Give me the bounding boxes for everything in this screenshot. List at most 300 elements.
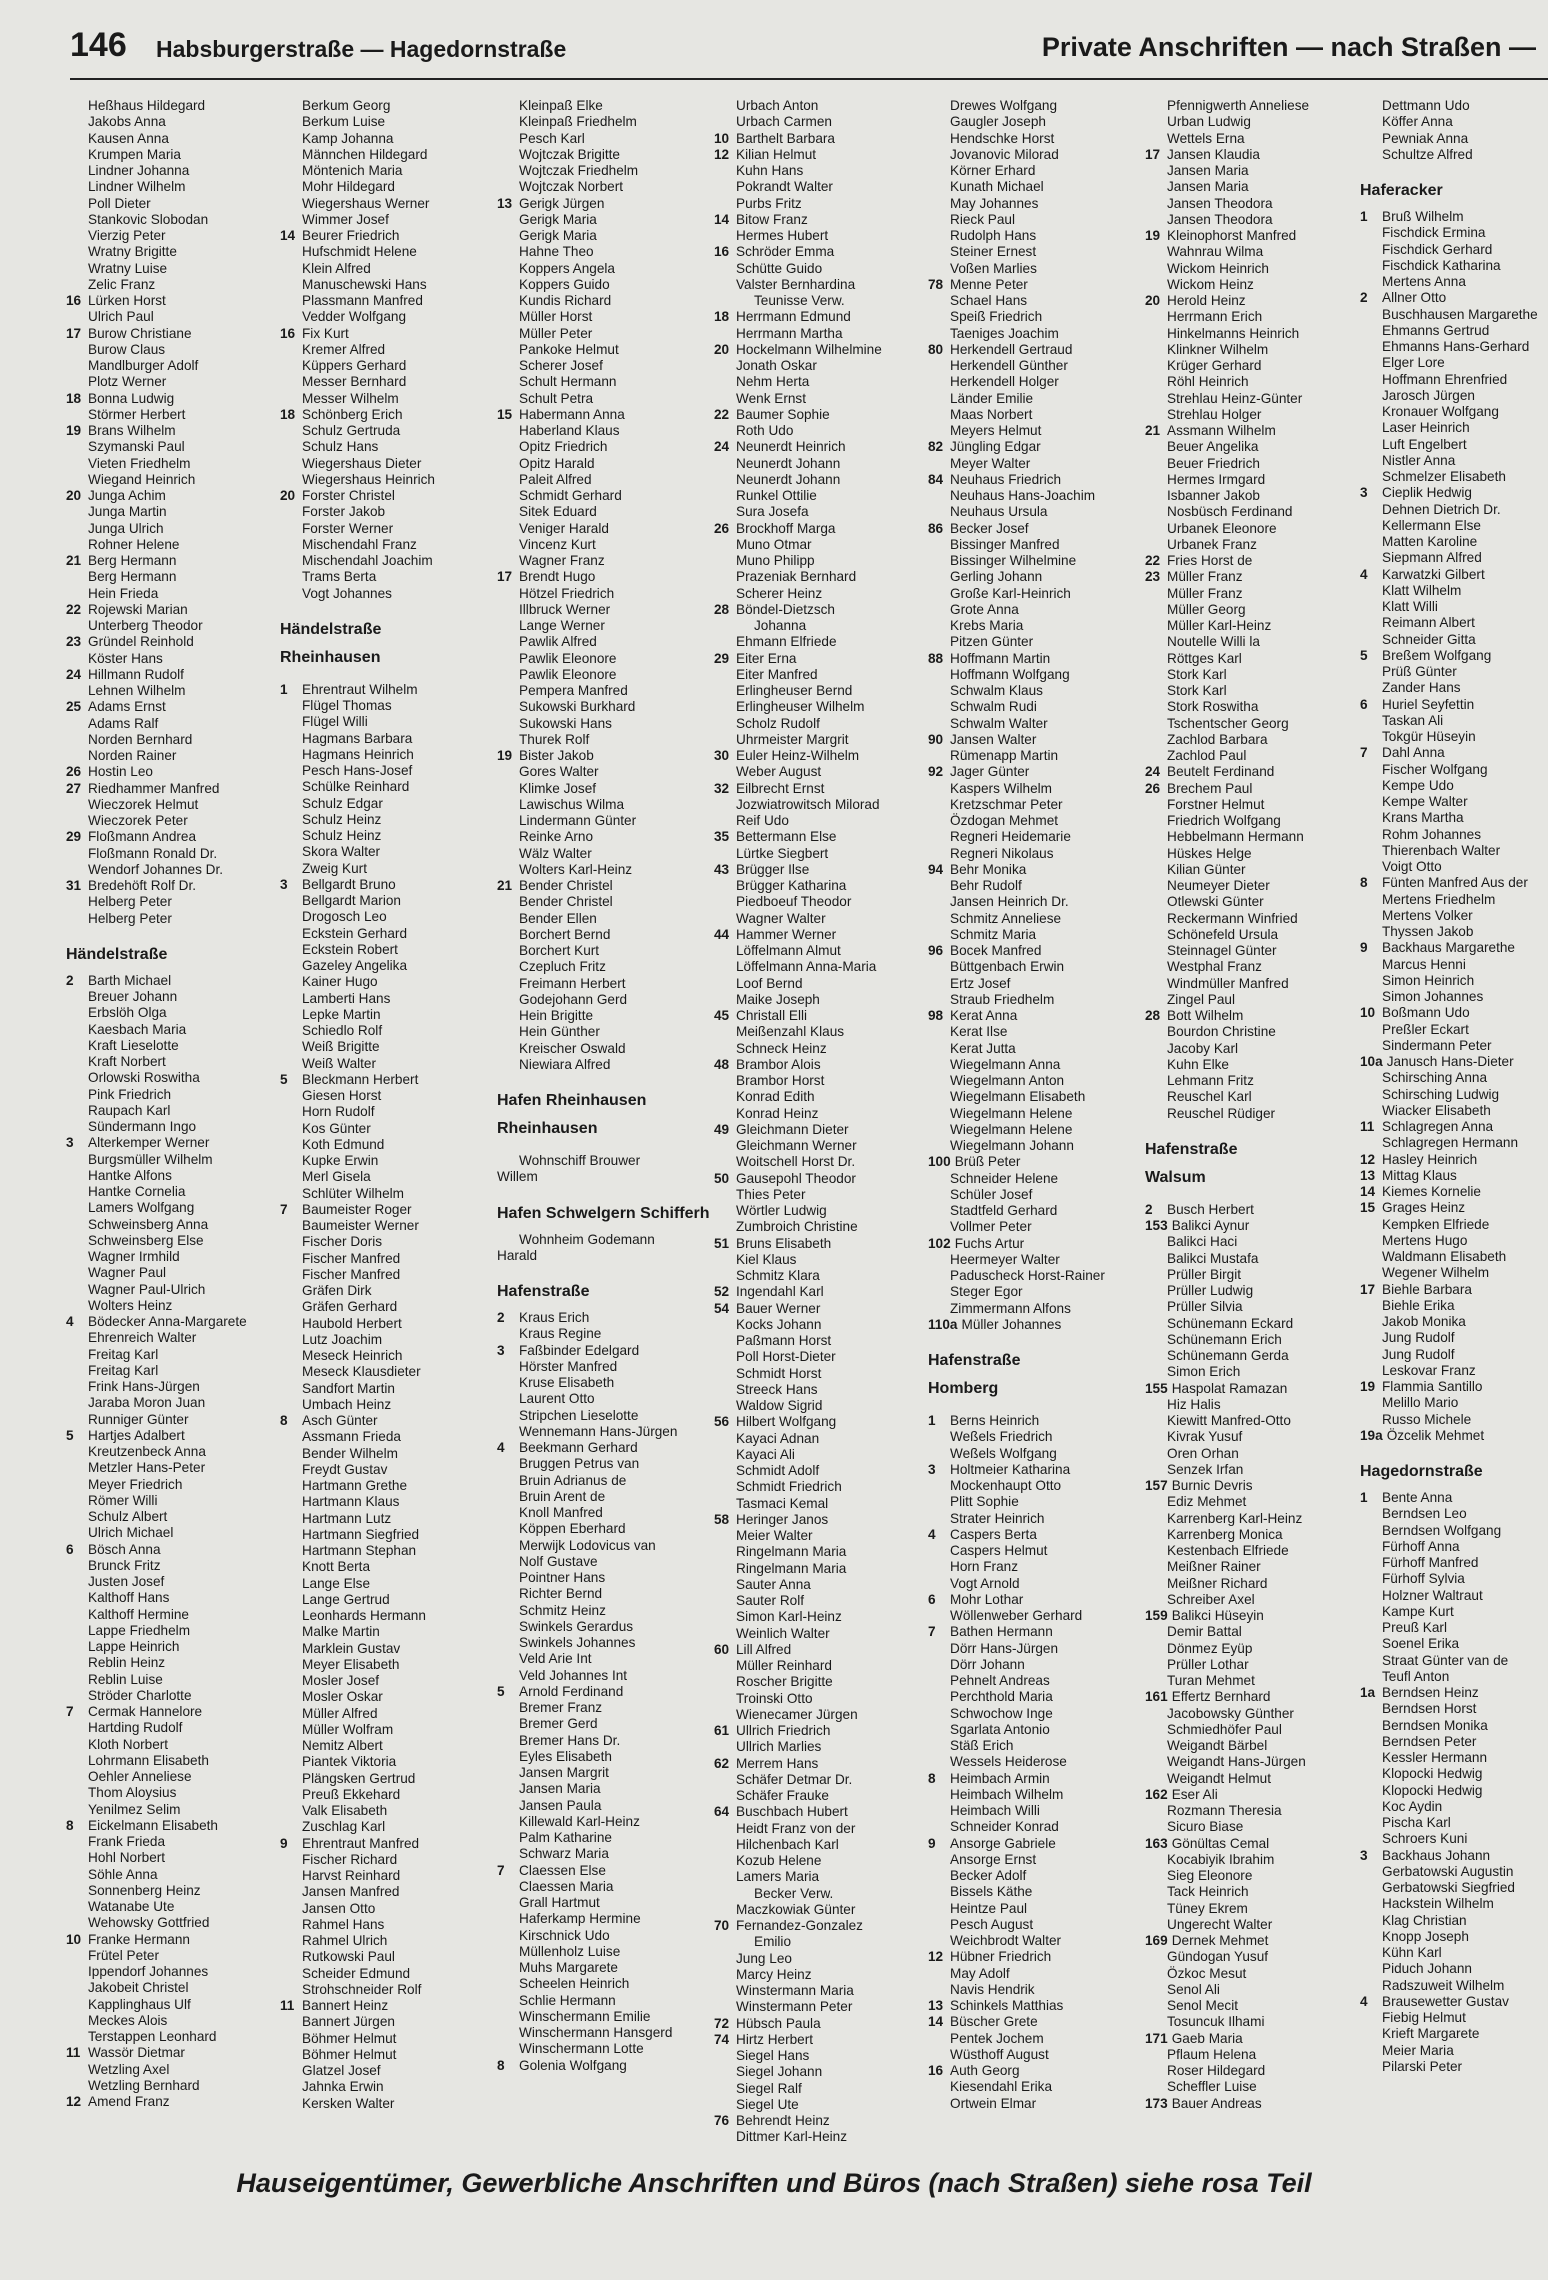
resident-name: Bruß Wilhelm — [1382, 209, 1464, 224]
directory-entry — [1145, 1803, 1357, 1819]
house-number: 23 — [66, 634, 82, 650]
directory-entry — [1145, 1106, 1357, 1122]
directory-entry — [714, 228, 926, 244]
house-number: 155 — [1145, 1380, 1168, 1396]
house-number: 169 — [1145, 1933, 1168, 1948]
resident-name: Bruggen Petrus van — [519, 1456, 640, 1472]
resident-name: Herkendell Gertraud — [950, 341, 1073, 357]
directory-entry — [1145, 1041, 1357, 1057]
directory-entry — [66, 1233, 268, 1249]
directory-entry — [280, 1949, 492, 1965]
resident-name: Wieczorek Helmut — [88, 796, 199, 812]
directory-entry — [928, 147, 1140, 163]
directory-entry — [1145, 309, 1357, 325]
resident-name: Behr Rudolf — [950, 878, 1022, 893]
resident-name: Jansen Walter — [950, 731, 1037, 747]
resident-name: Brausewetter Gustav — [1382, 1993, 1509, 2009]
directory-entry — [497, 1391, 709, 1407]
directory-entry — [714, 569, 926, 585]
directory-entry — [66, 1850, 268, 1866]
resident-name: Urbanek Franz — [1167, 536, 1257, 552]
directory-entry — [1145, 358, 1357, 374]
resident-name: Schmitz Anneliese — [950, 910, 1062, 926]
directory-entry — [280, 2031, 492, 2047]
resident-name: Pitzen Günter — [950, 634, 1034, 650]
directory-entry — [497, 1326, 709, 1342]
resident-name: Scholz Rudolf — [736, 715, 820, 731]
directory-entry — [1360, 1249, 1548, 1265]
directory-entry — [714, 959, 926, 975]
resident-name: Hein Frieda — [88, 585, 159, 601]
directory-entry — [280, 1706, 492, 1722]
resident-name: Pflaum Helena — [1167, 2046, 1257, 2062]
directory-entry — [1145, 862, 1357, 878]
resident-name: Sieg Eleonore — [1167, 1868, 1253, 1883]
resident-name: Hagmans Barbara — [302, 730, 413, 746]
house-number: 28 — [714, 601, 730, 617]
directory-entry — [66, 1769, 268, 1785]
resident-name: Karrenberg Karl-Heinz — [1167, 1510, 1303, 1526]
resident-name: Friedrich Wolfgang — [1167, 813, 1281, 828]
resident-name: Christall Elli — [736, 1008, 808, 1023]
directory-entry — [280, 1836, 492, 1852]
directory-entry — [1360, 810, 1548, 826]
house-number: 10 — [714, 130, 730, 146]
directory-entry — [497, 813, 709, 829]
resident-name: Navis Hendrik — [950, 1981, 1035, 1997]
directory-entry — [280, 1267, 492, 1283]
house-number: 1 — [1360, 1490, 1368, 1505]
directory-entry — [497, 1424, 709, 1440]
resident-name: Helberg Peter — [88, 894, 172, 910]
directory-entry — [66, 1200, 268, 1216]
resident-name: Fürhoff Sylvia — [1382, 1571, 1465, 1587]
directory-entry — [928, 1868, 1140, 1884]
resident-name: Winschermann Hansgerd — [519, 2025, 673, 2040]
resident-name: Pesch Karl — [519, 130, 585, 146]
resident-name: Biehle Barbara — [1382, 1281, 1472, 1297]
street-heading: Hafenstraße — [1145, 1140, 1238, 1158]
directory-entry — [1360, 1282, 1548, 1298]
resident-name: Tokgür Hüseyin — [1382, 729, 1476, 744]
directory-entry — [928, 553, 1140, 569]
directory-entry — [1360, 632, 1548, 648]
resident-name: Westphal Franz — [1167, 959, 1262, 975]
directory-entry — [1145, 748, 1357, 764]
directory-entry — [928, 1641, 1140, 1657]
directory-entry — [497, 1603, 709, 1619]
directory-entry — [928, 1024, 1140, 1040]
resident-name: Wüsthoff August — [950, 2046, 1049, 2062]
resident-name: Veld Johannes Int — [519, 1667, 628, 1683]
resident-name: Glatzel Josef — [302, 2063, 381, 2078]
resident-name: Czepluch Fritz — [519, 959, 606, 975]
directory-entry — [280, 1251, 492, 1267]
resident-name: Mittag Klaus — [1382, 1167, 1457, 1183]
resident-name: Speiß Friedrich — [950, 309, 1043, 325]
directory-entry — [714, 1577, 926, 1593]
resident-name: Paleit Alfred — [519, 471, 592, 487]
resident-name: Schüler Josef — [950, 1186, 1033, 1202]
directory-entry — [280, 1771, 492, 1787]
resident-name: Freydt Gustav — [302, 1461, 388, 1477]
directory-entry — [1360, 1636, 1548, 1652]
resident-name: Grall Hartmut — [519, 1895, 600, 1910]
directory-entry — [497, 391, 709, 407]
resident-name: Claessen Maria — [519, 1878, 614, 1894]
resident-name: Ullrich Friedrich — [736, 1723, 831, 1738]
directory-entry — [1360, 1314, 1548, 1330]
house-number: 8 — [280, 1413, 288, 1428]
directory-entry — [928, 1122, 1140, 1138]
directory-entry — [1145, 1332, 1357, 1348]
directory-entry — [497, 1619, 709, 1635]
resident-name: Kellermann Else — [1382, 517, 1481, 533]
resident-name: Otlewski Günter — [1167, 894, 1264, 910]
resident-name: Brockhoff Marga — [736, 520, 836, 536]
directory-entry — [928, 1527, 1140, 1543]
resident-name: Wojtczak Friedhelm — [519, 163, 639, 178]
directory-entry — [928, 358, 1140, 374]
resident-name: Weiß Walter — [302, 1055, 377, 1071]
house-number: 64 — [714, 1804, 730, 1820]
resident-name: Rozmann Theresia — [1167, 1803, 1282, 1818]
resident-name: Dehnen Dietrich Dr. — [1382, 501, 1501, 517]
resident-name: Herkendell Günther — [950, 358, 1068, 373]
resident-name: Kapplinghaus Ulf — [88, 1996, 191, 2012]
resident-name: Menne Peter — [950, 276, 1028, 292]
directory-entry — [1145, 1089, 1357, 1105]
directory-entry — [497, 439, 709, 455]
resident-name: Wehowsky Gottfried — [88, 1915, 210, 1931]
directory-entry — [928, 488, 1140, 504]
directory-entry — [714, 1561, 926, 1577]
resident-name: Ehmanns Hans-Gerhard — [1382, 339, 1530, 354]
resident-name: Lehmann Fritz — [1167, 1073, 1254, 1088]
resident-name: Kühn Karl — [1382, 1945, 1442, 1960]
directory-entry — [497, 1375, 709, 1391]
directory-entry — [1145, 1008, 1357, 1024]
house-number: 24 — [1145, 764, 1161, 780]
directory-entry — [1360, 713, 1548, 729]
resident-name: Römer Willi — [88, 1492, 158, 1508]
directory-entry — [280, 586, 492, 602]
directory-entry — [1360, 1200, 1548, 1216]
house-number: 27 — [66, 780, 82, 796]
resident-name: Fischer Wolfgang — [1382, 761, 1488, 777]
resident-name: Hahne Theo — [519, 244, 594, 260]
directory-entry — [280, 698, 492, 714]
directory-entry — [280, 407, 492, 423]
resident-name: Haubold Herbert — [302, 1315, 402, 1331]
directory-entry — [928, 342, 1140, 358]
resident-name: Özcelik Mehmet — [1386, 1427, 1485, 1443]
directory-entry — [714, 976, 926, 992]
resident-name: Wieczorek Peter — [88, 813, 188, 828]
house-number: 19 — [1145, 228, 1161, 243]
house-number: 61 — [714, 1723, 730, 1738]
resident-name: Gerling Johann — [950, 569, 1043, 585]
resident-name: Kainer Hugo — [302, 974, 378, 990]
resident-name: Forster Werner — [302, 520, 394, 536]
directory-entry — [280, 1527, 492, 1543]
resident-name: Brügger Ilse — [736, 861, 810, 877]
resident-name: Mohr Hildegard — [302, 179, 395, 195]
directory-entry — [66, 1005, 268, 1021]
resident-name: Dittmer Karl-Heinz — [736, 2129, 848, 2145]
directory-entry — [280, 1576, 492, 1592]
house-number: 17 — [1360, 1281, 1376, 1297]
directory-entry — [1145, 699, 1357, 715]
house-number: 62 — [714, 1755, 730, 1771]
house-number: 21 — [1145, 423, 1161, 438]
house-number: 12 — [928, 1949, 944, 1965]
resident-name: Brans Wilhelm — [88, 423, 176, 438]
resident-name: Schirsching Ludwig — [1382, 1086, 1500, 1102]
street-heading: Hafenstraße — [497, 1283, 590, 1300]
resident-name: Russo Michele — [1382, 1411, 1472, 1427]
directory-entry — [1360, 1119, 1548, 1135]
directory-entry — [714, 456, 926, 472]
directory-entry — [497, 1359, 709, 1375]
directory-entry — [497, 1668, 709, 1684]
resident-name: Kempe Udo — [1382, 777, 1454, 793]
resident-name: Kleinpaß Friedhelm — [519, 114, 637, 130]
house-number: 22 — [1145, 553, 1161, 568]
resident-name: Gleichmann Werner — [736, 1138, 857, 1153]
directory-column-3 — [497, 98, 709, 2074]
directory-entry — [1145, 943, 1357, 959]
resident-name: Thyssen Jakob — [1382, 924, 1474, 939]
resident-name: Beutelt Ferdinand — [1167, 764, 1275, 780]
resident-name: Hartmann Stephan — [302, 1543, 417, 1558]
directory-entry — [1360, 1412, 1548, 1428]
resident-name: Thierenbach Walter — [1382, 842, 1501, 858]
resident-name: Müller Karl-Heinz — [1167, 618, 1272, 633]
directory-entry — [497, 1041, 709, 1057]
house-number: 5 — [497, 1683, 505, 1699]
directory-entry — [714, 1398, 926, 1414]
directory-entry — [928, 1106, 1140, 1122]
resident-name: Muno Otmar — [736, 536, 812, 552]
resident-name: Mosler Josef — [302, 1673, 380, 1688]
directory-entry — [280, 1901, 492, 1917]
resident-name: Junga Achim — [88, 488, 166, 503]
directory-entry — [280, 1689, 492, 1705]
resident-name: Pesch Hans-Josef — [302, 763, 413, 778]
resident-name: Horn Rudolf — [302, 1104, 375, 1120]
house-number: 7 — [280, 1201, 288, 1217]
resident-name: Freitag Karl — [88, 1362, 159, 1378]
directory-entry — [1360, 1701, 1548, 1717]
directory-entry — [66, 1948, 268, 1964]
resident-name: Müller Franz — [1167, 569, 1243, 585]
directory-entry — [714, 1674, 926, 1690]
directory-entry — [1360, 290, 1548, 306]
resident-name: Wiegelmann Helene — [950, 1105, 1073, 1121]
directory-entry — [497, 1928, 709, 1944]
resident-name: Lürtke Siegbert — [736, 845, 829, 861]
resident-name: Ehrentraut Wilhelm — [302, 681, 418, 697]
directory-entry — [714, 1106, 926, 1122]
directory-entry — [714, 244, 926, 260]
resident-name: Veniger Harald — [519, 520, 609, 536]
directory-entry — [66, 1184, 268, 1200]
resident-name: Hilchenbach Karl — [736, 1836, 839, 1852]
resident-name: Wagner Paul-Ulrich — [88, 1281, 206, 1297]
resident-name: Heimbach Wilhelm — [950, 1786, 1064, 1802]
resident-name: Wagner Irmhild — [88, 1249, 180, 1264]
directory-entry — [928, 1008, 1140, 1024]
resident-name: Jansen Theodora — [1167, 195, 1273, 211]
house-number: 84 — [928, 471, 944, 487]
resident-name: Ertz Josef — [950, 975, 1011, 991]
directory-entry — [497, 1749, 709, 1765]
directory-entry — [928, 602, 1140, 618]
resident-name: Behrendt Heinz — [736, 2113, 830, 2128]
resident-name: Horn Franz — [950, 1559, 1018, 1575]
directory-entry — [714, 309, 926, 325]
house-number: 10 — [66, 1931, 82, 1947]
directory-entry — [1145, 1689, 1357, 1705]
resident-name: Schäfer Detmar Dr. — [736, 1771, 853, 1787]
resident-name: Hoffmann Martin — [950, 650, 1051, 666]
resident-name: Krebs Maria — [950, 618, 1024, 633]
resident-name: Matten Karoline — [1382, 534, 1478, 549]
street-heading: Händelstraße — [66, 945, 168, 963]
directory-entry — [928, 1933, 1140, 1949]
directory-entry — [497, 976, 709, 992]
resident-name: Messer Bernhard — [302, 374, 407, 390]
directory-entry — [1145, 732, 1357, 748]
directory-entry — [928, 911, 1140, 927]
directory-entry — [66, 1103, 268, 1119]
resident-name: Forstner Helmut — [1167, 796, 1265, 812]
directory-entry — [928, 98, 1140, 114]
resident-name: Tüney Ekrem — [1167, 1900, 1248, 1916]
resident-name: Woitschell Horst Dr. — [736, 1154, 856, 1170]
directory-entry — [1360, 355, 1548, 371]
resident-name: Radszuweit Wilhelm — [1382, 1977, 1505, 1993]
house-number: 24 — [66, 666, 82, 682]
resident-name: Brendt Hugo — [519, 569, 596, 585]
house-number: 14 — [280, 228, 296, 243]
resident-name: Kamp Johanna — [302, 130, 394, 146]
directory-entry — [66, 1818, 268, 1834]
resident-name: Heintze Paul — [950, 1900, 1028, 1916]
house-number: 20 — [714, 341, 730, 357]
directory-entry — [1360, 794, 1548, 810]
resident-name: Knoll Manfred — [519, 1505, 603, 1520]
resident-name: Wettels Erna — [1167, 130, 1245, 146]
directory-entry — [714, 602, 926, 618]
house-number: 19 — [497, 748, 513, 763]
resident-name: Beuer Friedrich — [1167, 455, 1260, 471]
resident-name: Hartmann Siegfried — [302, 1526, 420, 1542]
directory-entry — [66, 1152, 268, 1168]
resident-name: Hötzel Friedrich — [519, 585, 615, 601]
directory-entry — [714, 1317, 926, 1333]
directory-entry — [66, 456, 268, 472]
resident-name: Tschentscher Georg — [1167, 715, 1289, 731]
directory-entry — [928, 1478, 1140, 1494]
resident-name: Poll Horst-Dieter — [736, 1349, 836, 1365]
resident-name: Stork Roswitha — [1167, 699, 1259, 715]
resident-name: Klatt Willi — [1382, 599, 1438, 614]
resident-name: Swinkels Johannes — [519, 1635, 636, 1650]
resident-name: Sonnenberg Heinz — [88, 1882, 201, 1898]
resident-name: Böhmer Helmut — [302, 2030, 397, 2046]
directory-entry — [714, 683, 926, 699]
directory-entry — [280, 1462, 492, 1478]
resident-name: Pink Friedrich — [88, 1086, 172, 1102]
directory-entry — [714, 1349, 926, 1365]
directory-entry — [66, 1623, 268, 1639]
directory-entry — [1360, 1217, 1548, 1233]
resident-name: Mockenhaupt Otto — [950, 1478, 1062, 1493]
resident-name: Wojtczak Brigitte — [519, 146, 620, 162]
resident-name: Bremer Gerd — [519, 1716, 598, 1732]
resident-name: Erlingheuser Wilhelm — [736, 699, 865, 715]
directory-entry — [1145, 1413, 1357, 1429]
resident-name: Pehnelt Andreas — [950, 1673, 1050, 1688]
directory-entry — [928, 1154, 1140, 1170]
resident-name: Fürhoff Anna — [1382, 1538, 1460, 1554]
resident-name: Senol Mecit — [1167, 1998, 1239, 2013]
directory-entry — [66, 1509, 268, 1525]
resident-name: Bister Jakob — [519, 748, 594, 763]
directory-entry — [928, 1057, 1140, 1073]
directory-entry — [497, 1008, 709, 1024]
resident-name: Richter Bernd — [519, 1586, 603, 1602]
directory-entry — [1145, 277, 1357, 293]
resident-name: Strehlau Holger — [1167, 406, 1262, 422]
page-header — [70, 22, 1548, 80]
directory-entry — [280, 1917, 492, 1933]
directory-entry — [1360, 567, 1548, 583]
resident-name: Pentek Jochem — [950, 2030, 1044, 2046]
resident-name: Heßhaus Hildegard — [88, 98, 206, 113]
directory-entry — [66, 699, 268, 715]
directory-entry — [928, 1836, 1140, 1852]
directory-entry — [1145, 829, 1357, 845]
directory-entry — [1360, 680, 1548, 696]
resident-name: Schütte Guido — [736, 260, 823, 276]
directory-entry — [66, 1704, 268, 1720]
resident-name: Kocks Johann — [736, 1316, 822, 1332]
resident-name: Arnold Ferdinand — [519, 1683, 624, 1699]
resident-name: Wiegershaus Werner — [302, 195, 430, 211]
directory-entry — [280, 779, 492, 795]
directory-entry — [714, 716, 926, 732]
house-number: 82 — [928, 439, 944, 455]
directory-entry — [1145, 894, 1357, 910]
house-number: 171 — [1145, 2030, 1168, 2046]
directory-entry — [714, 1301, 926, 1317]
directory-entry — [66, 781, 268, 797]
resident-name: Schiedlo Rolf — [302, 1023, 383, 1038]
resident-name: Haspolat Ramazan — [1171, 1380, 1288, 1396]
directory-entry — [714, 1463, 926, 1479]
resident-name: Pischa Karl — [1382, 1815, 1451, 1830]
resident-name: Winstermann Maria — [736, 1983, 854, 1998]
directory-entry — [1360, 1379, 1548, 1395]
directory-entry — [280, 228, 492, 244]
resident-name: Zachlod Paul — [1167, 748, 1247, 763]
house-number: 31 — [66, 878, 82, 893]
directory-entry — [1145, 1787, 1357, 1803]
directory-entry — [66, 423, 268, 439]
